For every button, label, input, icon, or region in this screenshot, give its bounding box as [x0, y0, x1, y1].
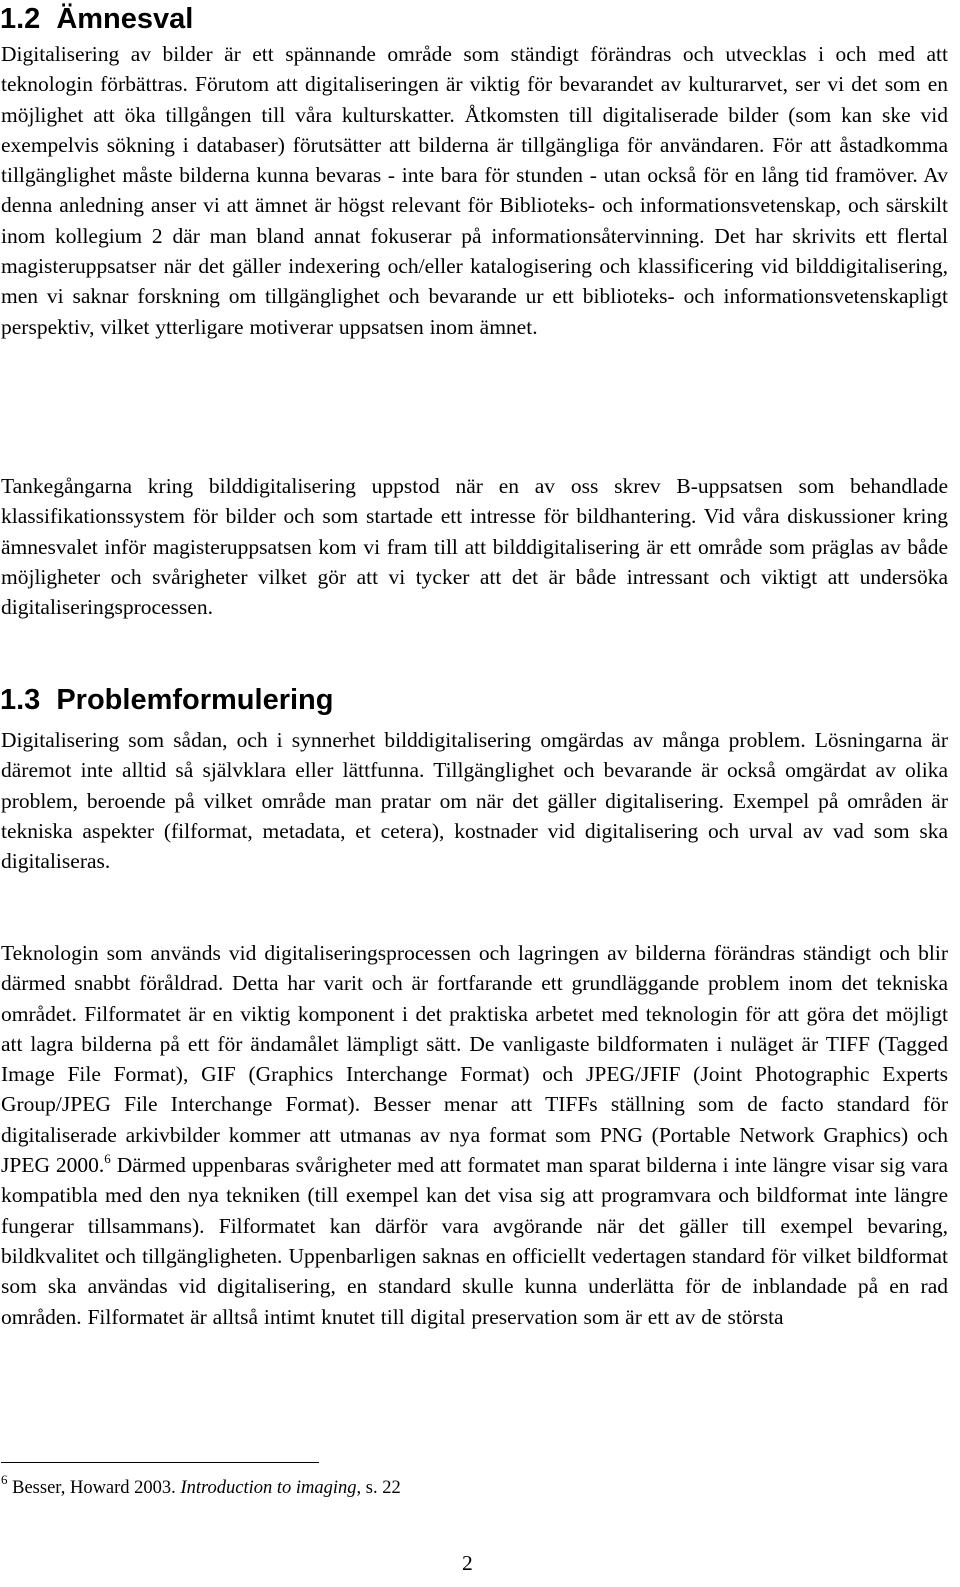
footnote-reference: 6 [104, 1151, 111, 1167]
footnote-separator [1, 1462, 319, 1463]
page-number: 2 [462, 1551, 473, 1575]
section-heading-1-2 [0, 3, 193, 36]
footnote-title: Introduction to imaging [180, 1478, 357, 1498]
footnote [1, 1472, 401, 1499]
footnote-number: 6 [1, 1472, 8, 1487]
section-title: Problemformulering [56, 684, 334, 716]
section-title: Ämnesval [56, 3, 194, 35]
paragraph-problem-2 [1, 938, 948, 1332]
section-number: 1.2 [0, 3, 41, 35]
paragraph-problem-1: Digitalisering som sådan, och i synnerhet bilddigitalisering omgärdas av många problem. Lösningarna är däremot inte alltid så självklara eller lättfunna. Tillgänglighet och bevarande är också omgärdat av olika problem, beroende på vilket område man pratar om när det gäller digitalisering. Exempel på områden är tekniska aspekter (filformat, metadata, et cetera), kostnader vid digitalisering och urval av vad som ska digitaliseras. [1, 728, 948, 874]
section-number: 1.3 [0, 684, 41, 716]
paragraph-text-continued: Därmed uppenbaras svårigheter med att formatet man sparat bilderna i inte längre visar sig vara kompatibla med den nya tekniken (till exempel kan det visa sig att programvara och bildformat inte längre fungerar tillsammans). Filformatet kan därför vara avgörande när det gäller till exempel bevaring, bildkvalitet och tillgängligheten. Uppenbarligen saknas en officiellt vedertagen standard för vilket bildformat som ska användas vid digitalisering, en standard skulle kunna underlätta för de inblandade på en rad områden. Filformatet är alltså intimt knutet till digital preservation som är ett av de största [1, 1153, 948, 1329]
footnote-pages: , s. 22 [356, 1478, 401, 1498]
section-heading-1-3 [0, 684, 333, 717]
paragraph-amnesval-2: Tankegångarna kring bilddigitalisering uppstod när en av oss skrev B-uppsatsen som behandlade klassifikationssystem för bilder och som startade ett intresse för bildhantering. Vid våra diskussioner kring ämnesvalet inför magisteruppsatsen kom vi fram till att bilddigitalisering är ett område som präglas av både möjligheter och svårigheter vilket gör att vi tycker att det är både intressant och viktigt att undersöka digitaliseringsprocessen. [1, 474, 948, 620]
paragraph-amnesval-1: Digitalisering av bilder är ett spännande område som ständigt förändras och utvecklas i och med att teknologin förbättras. Förutom att digitaliseringen är viktig för bevarandet av kulturarvet, ser vi det som en möjlighet att öka tillgången till våra kulturskatter. Åtkomsten till digitaliserade bilder (som kan ske vid exempelvis sökning i databaser) förutsätter att bilderna är tillgängliga för användaren. För att åstadkomma tillgänglighet måste bilderna kunna bevaras - inte bara för stunden - utan också för en lång tid framöver. Av denna anledning anser vi att ämnet är högst relevant för Biblioteks- och informationsvetenskap, och särskilt inom kollegium 2 där man bland annat fokuserar på informationsåtervinning. Det har skrivits ett flertal magisteruppsatser när det gäller indexering och/eller katalogisering och klassificering vid bilddigitalisering, men vi saknar forskning om tillgänglighet och bevarande ur ett biblioteks- och informationsvetenskapligt perspektiv, vilket ytterligare motiverar uppsatsen inom ämnet. [1, 42, 948, 339]
footnote-author: Besser, Howard 2003. [12, 1478, 181, 1498]
paragraph-text: Teknologin som används vid digitaliseringsprocessen och lagringen av bilderna förändras ständigt och blir därmed snabbt föråldrad. Detta har varit och är fortfarande ett grundläggande problem inom det tekniska området. Filformatet är en viktig komponent i det praktiska arbetet med teknologin för att göra det möjligt att lagra bilderna på ett för ändamålet lämpligt sätt. De vanligaste bildformaten i nuläget är TIFF (Tagged Image File Format), GIF (Graphics Interchange Format) och JPEG/JFIF (Joint Photographic Experts Group/JPEG File Interchange Format). Besser menar att TIFFs ställning som de facto standard för digitaliserade arkivbilder kommer att utmanas av nya format som PNG (Portable Network Graphics) och JPEG 2000. [1, 941, 948, 1178]
